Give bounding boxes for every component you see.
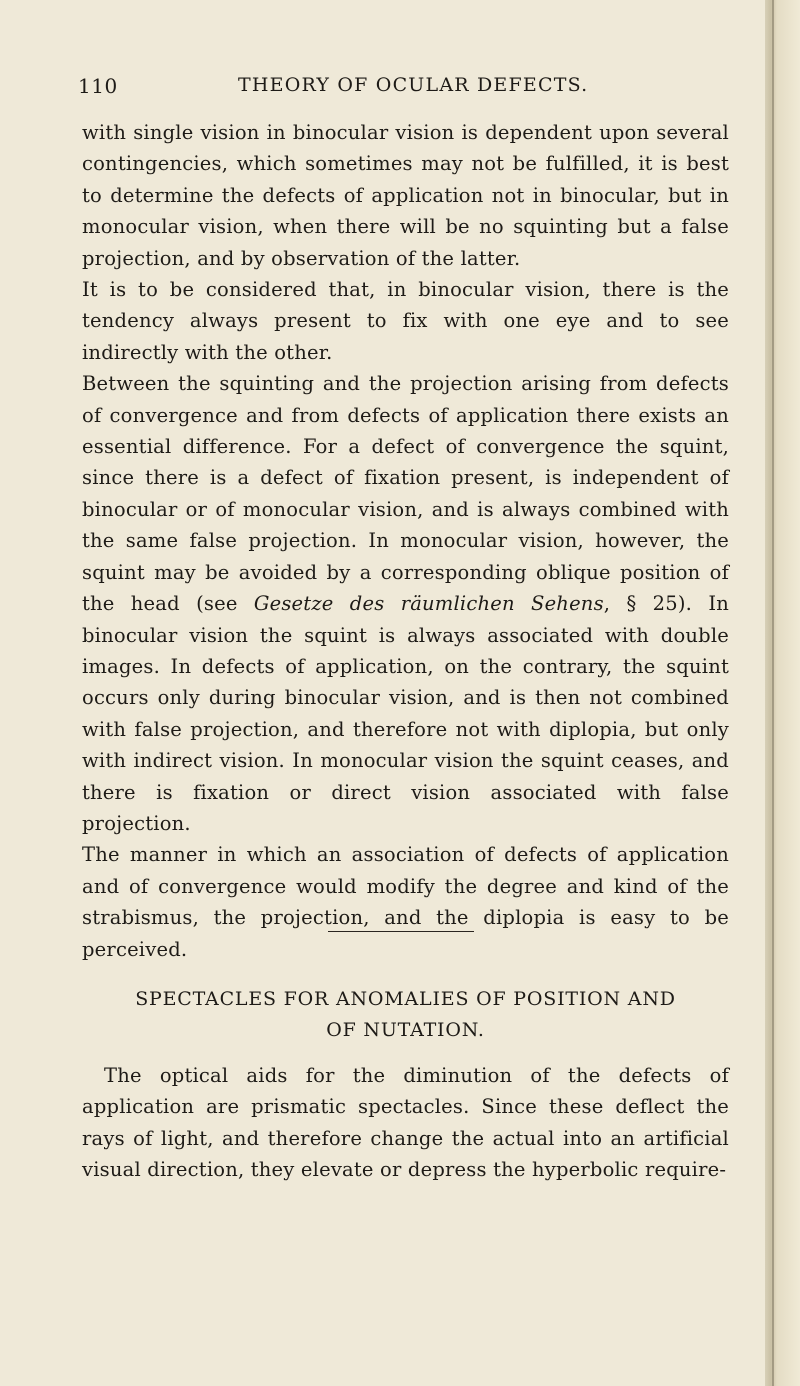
section-text <box>82 1060 729 1186</box>
page-edge-line <box>772 0 774 1386</box>
running-title: THEORY OF OCULAR DEFECTS. <box>238 74 589 96</box>
section-paragraph: The optical aids for the diminution of the defects of application are prismatic spectacles. Since these deflect the rays of light, and therefore change the actual into an artificial visual direction, they elevate or depress the hyperbolic require- <box>82 1064 729 1182</box>
page-number: 110 <box>78 74 118 98</box>
paragraph-3-part-2: , § 25). In binocular vision the squint is always associated with double images. In defects of application, on the contrary, the squint occurs only during binocular vision, and is then not combined with false projection, and therefore not with diplopia, but only with indirect vision. In monocular vision the squint ceases, and there is fixation or direct vision associated with false projection. <box>82 592 729 835</box>
section-heading-line-1: SPECTACLES FOR ANOMALIES OF POSITION AND <box>135 988 676 1010</box>
section-heading <box>82 984 729 1046</box>
section-heading-line-2: OF NUTATION. <box>326 1019 485 1041</box>
main-text <box>82 117 729 965</box>
paragraph-2: It is to be considered that, in binocular vision, there is the tendency always present to fix with one eye and to see indirectly with the other. <box>82 278 729 364</box>
paragraph-3 <box>82 368 729 839</box>
paragraph-3-part-1: Between the squinting and the projection arising from defects of convergence and from defects of application there exists an essential difference. For a defect of convergence the squint, since there is a defect of fixation present, is independent of binocular or of monocular vision, and is always combined with the same false projection. In monocular vision, however, the squint may be avoided by a corresponding oblique position of the head (see <box>82 372 729 616</box>
paragraph-4: The manner in which an association of defects of application and of convergence would modify the degree and kind of the strabismus, the projection, and the diplopia is easy to be perceived. <box>82 843 729 961</box>
section-divider <box>328 931 474 932</box>
page-header <box>78 74 738 100</box>
page-edge <box>765 0 800 1386</box>
book-title: Gesetze des räumlichen Sehens <box>253 592 604 616</box>
paragraph-1: with single vision in binocular vision is dependent upon several contingencies, which sometimes may not be fulfilled, it is best to determine the defects of application not in binocular, but in monocular vision, when there will be no squinting but a false projection, and by observation of the latter. <box>82 121 729 270</box>
